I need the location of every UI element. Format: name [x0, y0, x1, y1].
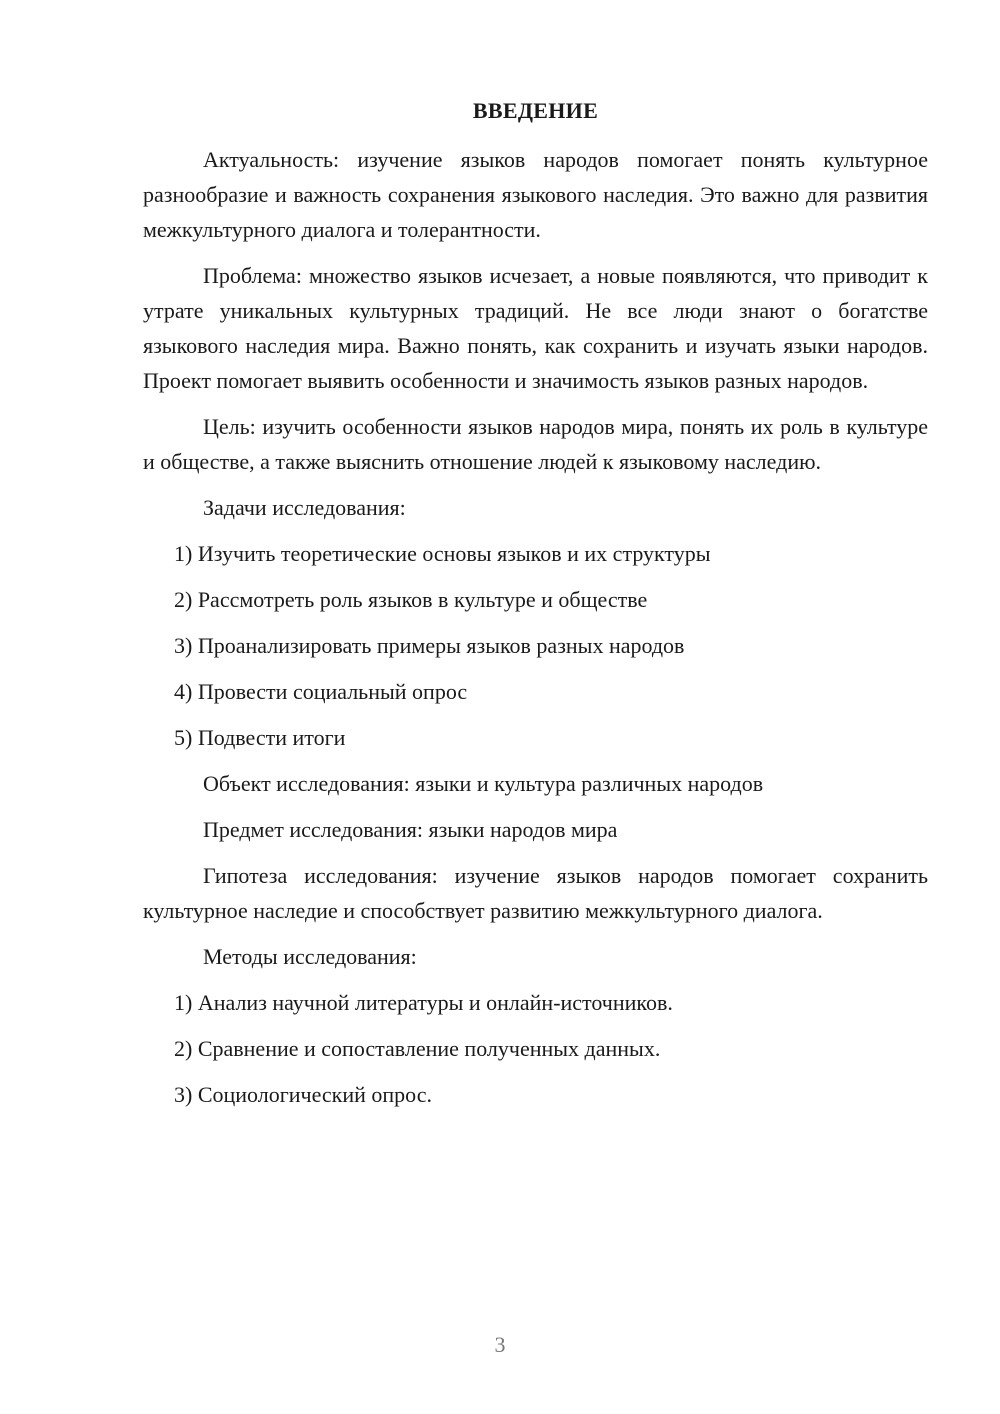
task-item-4: 4) Провести социальный опрос [174, 679, 468, 704]
hypothesis-paragraph: Гипотеза исследования: изучение языков народов помогает сохранить культурное наследие и способствует развитию межкультурного диалога. [143, 863, 928, 923]
document-page [143, 96, 928, 1123]
research-subject: Предмет исследования: языки народов мира [203, 817, 618, 842]
research-object: Объект исследования: языки и культура различных народов [203, 771, 764, 796]
relevance-paragraph: Актуальность: изучение языков народов помогает понять культурное разнообразие и важность сохранения языкового наследия. Это важно для развития межкультурного диалога и толерантности. [143, 147, 928, 242]
task-item-1: 1) Изучить теоретические основы языков и их структуры [174, 541, 711, 566]
task-item-3: 3) Проанализировать примеры языков разных народов [174, 633, 685, 658]
method-item-3: 3) Социологический опрос. [174, 1082, 432, 1107]
method-item-1: 1) Анализ научной литературы и онлайн-источников. [174, 990, 673, 1015]
problem-paragraph: Проблема: множество языков исчезает, а новые появляются, что приводит к утрате уникальных культурных традиций. Не все люди знают о богатстве языкового наследия мира. Важно понять, как сохранить и изучать языки народов. Проект помогает выявить особенности и значимость языков разных народов. [143, 263, 928, 393]
task-item-2: 2) Рассмотреть роль языков в культуре и обществе [174, 587, 648, 612]
goal-paragraph: Цель: изучить особенности языков народов мира, понять их роль в культуре и обществе, а также выяснить отношение людей к языковому наследию. [143, 414, 928, 474]
method-item-2: 2) Сравнение и сопоставление полученных данных. [174, 1036, 661, 1061]
tasks-heading: Задачи исследования: [203, 495, 406, 520]
page-number: 3 [494, 1332, 506, 1357]
methods-heading: Методы исследования: [203, 944, 417, 969]
task-item-5: 5) Подвести итоги [174, 725, 346, 750]
page-title: ВВЕДЕНИЕ [472, 98, 599, 123]
